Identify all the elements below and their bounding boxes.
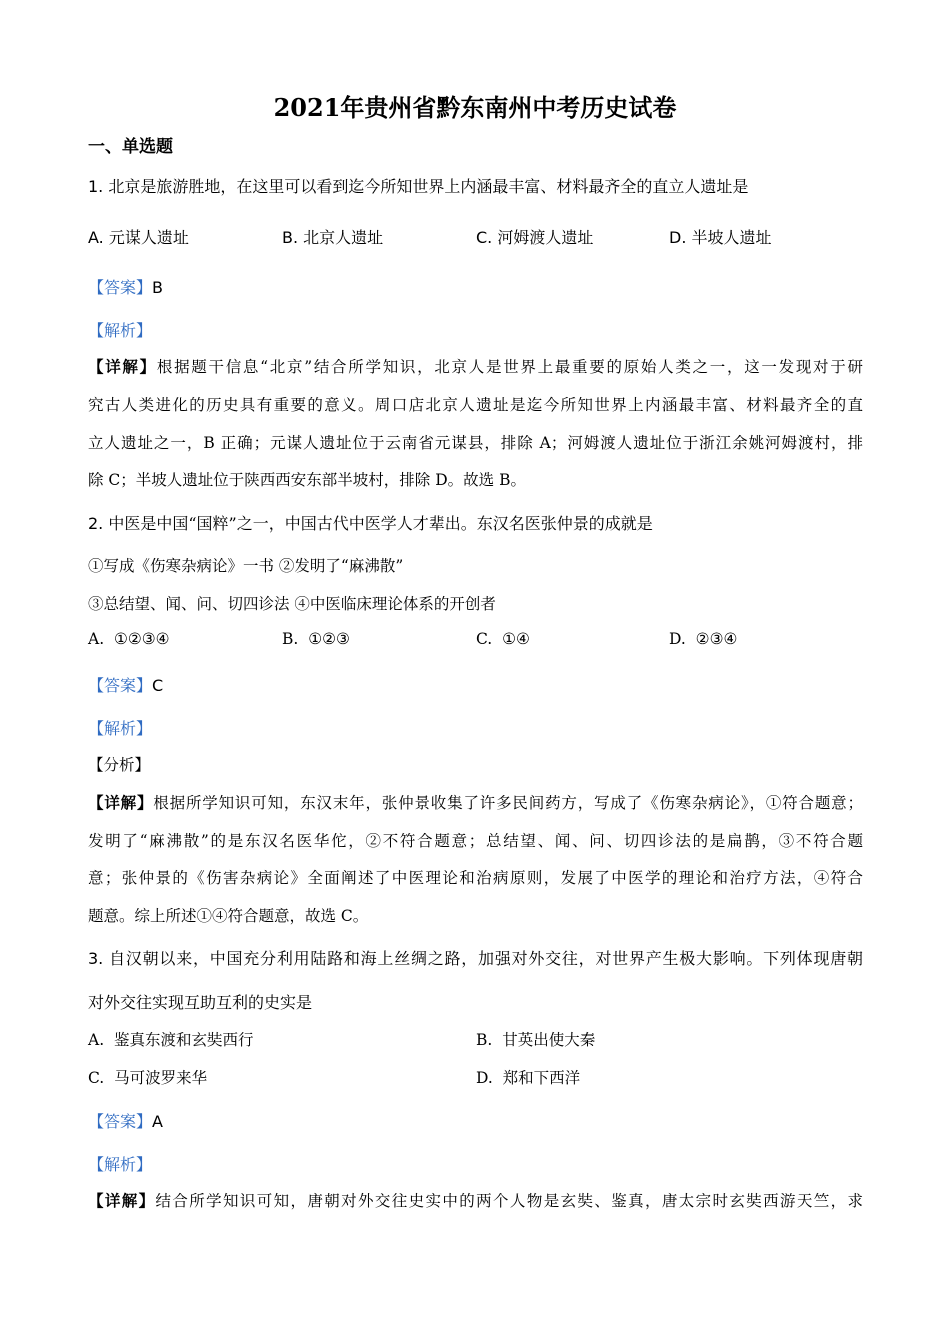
q2-analysis-label: 【解析】 — [88, 719, 153, 738]
question-1-text: 北京是旅游胜地，在这里可以看到迄今所知世界上内涵最丰富、材料最齐全的直立人遗址是 — [108, 177, 749, 196]
q1-answer — [88, 275, 163, 298]
q2-items-line-2: ③总结望、闻、问、切四诊法 ④中医临床理论体系的开创者 — [88, 595, 496, 613]
q2-detail-line-4: 题意。综上所述①④符合题意，故选 C。 — [88, 907, 369, 925]
q1-option-d: D. 半坡人遗址 — [669, 228, 772, 247]
answer-value: C — [152, 676, 164, 695]
question-3-text: 自汉朝以来，中国充分利用陆路和海上丝绸之路，加强对外交往，对世界产生极大影响。下列体现唐朝 — [109, 949, 863, 968]
q2-detail-line-2: 发明了“麻沸散”的是东汉名医华佗，②不符合题意；总结望、闻、问、切四诊法的是扁鹊，③不符合题 — [88, 832, 863, 850]
detail-label: 【详解】 — [88, 357, 157, 376]
q1-detail-line-1: 【详解】根据题干信息“北京”结合所学知识，北京人是世界上最重要的原始人类之一，这一发现对于研 — [88, 357, 863, 376]
q2-option-c: C. ①④ — [476, 630, 530, 648]
answer-value: A — [152, 1112, 163, 1131]
question-1-number: 1. — [88, 177, 104, 196]
q1-detail-line-2: 究古人类进化的历史具有重要的意义。周口店北京人遗址是迄今所知世界上内涵最丰富、材料最齐全的直 — [88, 396, 863, 414]
q2-answer — [88, 673, 163, 696]
answer-label: 【答案】 — [88, 278, 153, 297]
question-3-stem-line-2: 对外交往实现互助互利的史实是 — [88, 993, 313, 1012]
q3-detail-line-1: 【详解】结合所学知识可知，唐朝对外交往史实中的两个人物是玄奘、鉴真，唐太宗时玄奘西游天竺，求 — [88, 1191, 863, 1210]
question-3-stem — [88, 946, 863, 969]
section-heading: 一、单选题 — [88, 137, 173, 157]
q3-option-d: D. 郑和下西洋 — [476, 1069, 581, 1087]
q1-detail-line-3: 立人遗址之一，B 正确；元谋人遗址位于云南省元谋县，排除 A；河姆渡人遗址位于浙江余姚河姆渡村，排 — [88, 434, 863, 452]
detail-label: 【详解】 — [88, 1191, 156, 1210]
q1-analysis-label: 【解析】 — [88, 321, 153, 340]
question-2-number: 2. — [88, 514, 104, 533]
answer-label: 【答案】 — [88, 1112, 153, 1131]
q3-option-c: C. 马可波罗来华 — [88, 1069, 208, 1087]
q2-option-a: A. ①②③④ — [88, 630, 170, 648]
question-2-text: 中医是中国“国粹”之一，中国古代中医学人才辈出。东汉名医张仲景的成就是 — [108, 514, 653, 533]
q3-option-a: A. 鉴真东渡和玄奘西行 — [88, 1031, 254, 1049]
q2-option-b: B. ①②③ — [282, 630, 350, 648]
q1-option-c: C. 河姆渡人遗址 — [476, 228, 594, 247]
question-1-stem — [88, 174, 748, 197]
q3-answer — [88, 1109, 163, 1132]
q2-option-d: D. ②③④ — [669, 630, 738, 648]
detail-label: 【详解】 — [88, 793, 154, 812]
q1-detail-line-4: 除 C；半坡人遗址位于陕西西安东部半坡村，排除 D。故选 B。 — [88, 471, 526, 489]
q3-analysis-label: 【解析】 — [88, 1155, 153, 1174]
q2-items-line-1: ①写成《伤寒杂病论》一书 ②发明了“麻沸散” — [88, 557, 404, 575]
question-3-number: 3. — [88, 949, 104, 968]
q1-option-a: A. 元谋人遗址 — [88, 228, 189, 247]
question-2-stem — [88, 511, 653, 534]
q3-option-b: B. 甘英出使大秦 — [476, 1031, 596, 1049]
q2-detail-line-3: 意；张仲景的《伤害杂病论》全面阐述了中医理论和治病原则，发展了中医学的理论和治疗方法，④符合 — [88, 869, 863, 887]
answer-label: 【答案】 — [88, 676, 153, 695]
q2-detail-line-1: 【详解】根据所学知识可知，东汉末年，张仲景收集了许多民间药方，写成了《伤寒杂病论》，①符合题意； — [88, 793, 863, 812]
page-title: 2021年贵州省黔东南州中考历史试卷 — [273, 93, 677, 122]
q2-fenxi-label: 【分析】 — [88, 756, 151, 774]
q1-option-b: B. 北京人遗址 — [282, 228, 384, 247]
answer-value: B — [152, 278, 163, 297]
